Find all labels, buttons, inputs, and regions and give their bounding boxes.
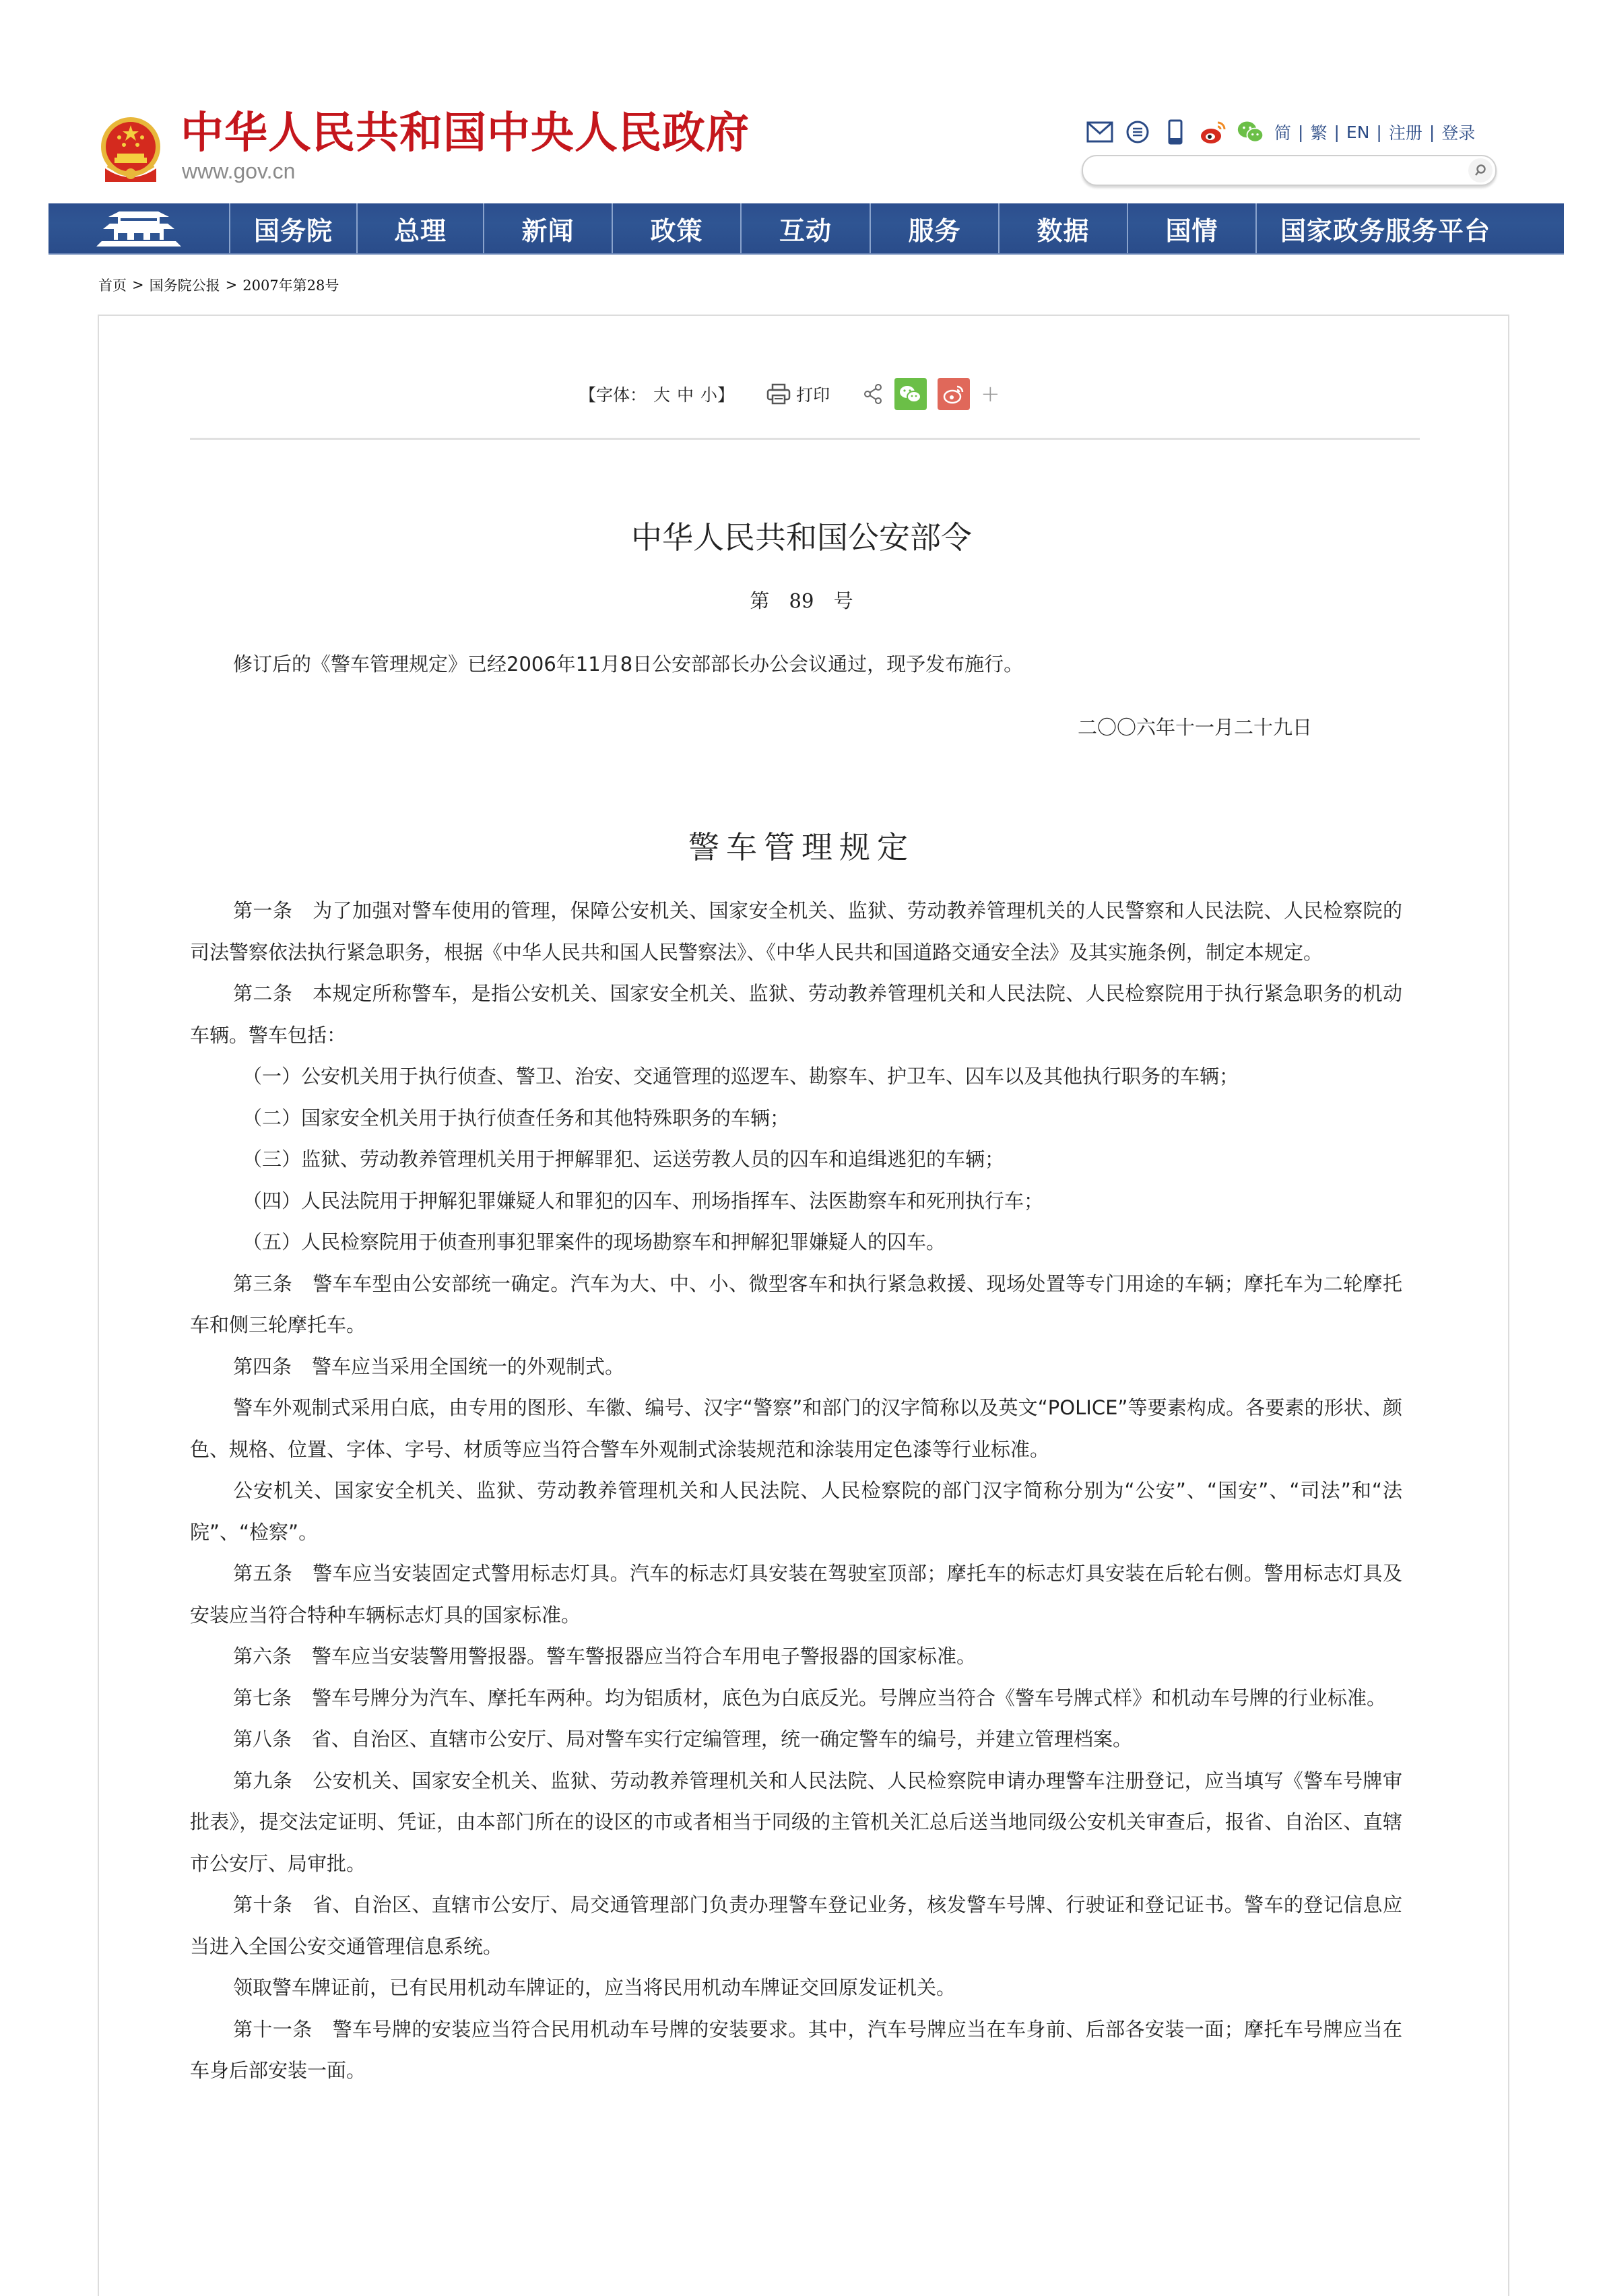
font-size-control — [579, 382, 734, 406]
article-sub-item — [190, 1222, 1402, 1264]
lang-traditional-link[interactable]: 繁 — [1310, 123, 1328, 143]
article-paragraph — [190, 1387, 1402, 1470]
breadcrumb-separator: > — [132, 277, 144, 293]
lang-english-link[interactable]: EN — [1346, 122, 1370, 142]
article-label: 第七条 — [233, 1686, 292, 1709]
article-text: 警车应当安装警用警报器。警车警报器应当符合车用电子警报器的国家标准。 — [312, 1645, 977, 1668]
article-sub-item — [190, 1181, 1402, 1222]
font-size-large[interactable]: 大 — [653, 385, 671, 405]
toolbar-divider — [190, 438, 1420, 440]
print-label: 打印 — [796, 385, 830, 405]
message-icon[interactable] — [1123, 118, 1152, 146]
share-weibo-button[interactable] — [938, 378, 970, 410]
article-label: 第九条 — [233, 1769, 293, 1792]
article-paragraph — [190, 2009, 1402, 2092]
nav-item-premier[interactable]: 总理 — [358, 203, 484, 253]
search-input[interactable] — [1095, 159, 1462, 182]
article-text: 警车外观制式采用白底，由专用的图形、车徽、编号、汉字“警察”和部门的汉字简称以及英文“POLICE”等要素构成。各要素的形状、颜色、规格、位置、字体、字号、材质等应当符合警车外观制式涂装规范和涂装用定色漆等行业标准。 — [190, 1396, 1402, 1461]
share-bar — [863, 378, 1000, 410]
nav-item-data[interactable]: 数据 — [1000, 203, 1128, 253]
order-date: 二〇〇六年十一月二十九日 — [1078, 716, 1313, 739]
article-text: （三）监狱、劳动教养管理机关用于押解罪犯、运送劳教人员的囚车和追缉逃犯的车辆； — [242, 1148, 1005, 1171]
national-emblem-icon[interactable] — [98, 116, 163, 187]
weibo-icon[interactable] — [1199, 118, 1227, 146]
article-text: （四）人民法院用于押解犯罪嫌疑人和罪犯的囚车、刑场指挥车、法医勘察车和死刑执行车； — [242, 1189, 1044, 1212]
site-title[interactable]: 中华人民共和国中央人民政府 — [181, 108, 750, 158]
order-title: 中华人民共和国公安部令 — [631, 519, 972, 556]
article-text: （二）国家安全机关用于执行侦查任务和其他特殊职务的车辆； — [242, 1106, 790, 1129]
nav-item-interaction[interactable]: 互动 — [742, 203, 871, 253]
login-link[interactable]: 登录 — [1441, 123, 1476, 143]
separator: | — [1334, 122, 1340, 142]
article-paragraph — [190, 1346, 1402, 1388]
article-label: 第十一条 — [233, 2017, 313, 2041]
regulation-title: 警车管理规定 — [688, 829, 915, 865]
nav-item-state-council[interactable]: 国务院 — [230, 203, 358, 253]
print-button[interactable] — [766, 382, 830, 406]
main-nav — [48, 203, 1564, 255]
register-link[interactable]: 注册 — [1388, 123, 1422, 143]
article-text: 本规定所称警车，是指公安机关、国家安全机关、监狱、劳动教养管理机关和人民法院、人民检察院用于执行紧急职务的机动车辆。警车包括： — [190, 982, 1402, 1047]
share-icon[interactable] — [863, 383, 884, 405]
article-text: 警车号牌的安装应当符合民用机动车号牌的安装要求。其中，汽车号牌应当在车身前、后部各安装一面；摩托车号牌应当在车身后部安装一面。 — [190, 2017, 1402, 2082]
article-toolbar — [579, 377, 1000, 411]
top-links — [1086, 117, 1475, 147]
lang-simplified-link[interactable]: 简 — [1274, 123, 1292, 143]
article-text: 警车应当采用全国统一的外观制式。 — [312, 1354, 625, 1378]
breadcrumb-home[interactable]: 首页 — [98, 277, 127, 294]
article-paragraph — [190, 890, 1402, 973]
nav-item-service-platform[interactable]: 国家政务服务平台 — [1280, 216, 1491, 246]
nav-home[interactable] — [48, 203, 230, 253]
breadcrumb-issue[interactable]: 2007年第28号 — [242, 277, 339, 294]
share-wechat-button[interactable] — [894, 378, 927, 410]
font-label: 【字体： — [579, 385, 647, 405]
article-label: 第二条 — [233, 982, 293, 1005]
article-text: （一）公安机关用于执行侦查、警卫、治安、交通管理的巡逻车、勘察车、护卫车、囚车以及其他执行职务的车辆； — [242, 1065, 1239, 1088]
article-paragraph — [190, 1719, 1402, 1761]
separator: | — [1298, 122, 1304, 142]
article-sub-item — [190, 1139, 1402, 1181]
article-paragraph — [190, 1553, 1402, 1636]
breadcrumb — [98, 275, 339, 295]
article-text: 警车应当安装固定式警用标志灯具。汽车的标志灯具安装在驾驶室顶部；摩托车的标志灯具安装在后轮右侧。警用标志灯具及安装应当符合特种车辆标志灯具的国家标准。 — [190, 1562, 1402, 1627]
article-text: 省、自治区、直辖市公安厅、局对警车实行定编管理，统一确定警车的编号，并建立管理档案。 — [312, 1728, 1133, 1750]
article-paragraph — [190, 1470, 1402, 1553]
article-text: 警车号牌分为汽车、摩托车两种。均为铝质材，底色为白底反光。号牌应当符合《警车号牌式样》和机动车号牌的行业标准。 — [312, 1686, 1387, 1709]
article-label: 第四条 — [233, 1354, 292, 1378]
font-size-medium[interactable]: 中 — [677, 385, 694, 405]
article-text: 公安机关、国家安全机关、监狱、劳动教养管理机关和人民法院、人民检察院的部门汉字简称分别为“公安”、“国安”、“司法”和“法院”、“检察”。 — [190, 1479, 1402, 1544]
article-sub-item — [190, 1056, 1402, 1098]
mail-icon[interactable] — [1086, 118, 1114, 146]
article-paragraph — [190, 973, 1402, 1056]
article-text: 为了加强对警车使用的管理，保障公安机关、国家安全机关、监狱、劳动教养管理机关的人民警察和人民法院、人民检察院的司法警察依法执行紧急职务，根据《中华人民共和国人民警察法》、《中华人民共和国道路交通安全法》及其实施条例，制定本规定。 — [190, 899, 1402, 964]
article-text: 省、自治区、直辖市公安厅、局交通管理部门负责办理警车登记业务，核发警车号牌、行驶证和登记证书。警车的登记信息应当进入全国公安交通管理信息系统。 — [190, 1893, 1402, 1958]
font-label-close: 】 — [717, 385, 735, 405]
regulation-body — [190, 890, 1402, 2092]
article-label: 第五条 — [233, 1562, 293, 1585]
article-paragraph — [190, 1678, 1402, 1719]
article-paragraph — [190, 1264, 1402, 1346]
article-paragraph — [190, 1884, 1402, 1967]
wechat-icon[interactable] — [1237, 118, 1265, 146]
article-label: 第一条 — [233, 899, 293, 922]
separator: | — [1376, 122, 1382, 142]
site-url[interactable]: www.gov.cn — [182, 159, 296, 183]
article-text: 警车车型由公安部统一确定。汽车为大、中、小、微型客车和执行紧急救援、现场处置等专门用途的车辆；摩托车为二轮摩托车和侧三轮摩托车。 — [190, 1272, 1402, 1336]
search-box — [1082, 155, 1497, 186]
breadcrumb-gazette[interactable]: 国务院公报 — [149, 277, 220, 294]
article-label: 第三条 — [233, 1272, 293, 1295]
site-header — [0, 0, 1603, 202]
article-label: 第十条 — [233, 1893, 293, 1916]
printer-icon — [766, 383, 791, 405]
article-paragraph — [190, 1636, 1402, 1678]
nav-item-national-info[interactable]: 国情 — [1128, 203, 1257, 253]
nav-item-policy[interactable]: 政策 — [613, 203, 742, 253]
article-sub-item — [190, 1098, 1402, 1140]
article-paragraph — [190, 1761, 1402, 1885]
article-label: 第八条 — [233, 1728, 292, 1750]
nav-item-services[interactable]: 服务 — [871, 203, 1000, 253]
search-icon — [1474, 164, 1487, 177]
article-text: 领取警车牌证前，已有民用机动车牌证的，应当将民用机动车牌证交回原发证机关。 — [233, 1976, 956, 1999]
order-intro: 修订后的《警车管理规定》已经2006年11月8日公安部部长办公会议通过，现予发布施行。 — [233, 653, 1024, 676]
tiananmen-icon — [95, 209, 183, 248]
breadcrumb-separator: > — [225, 277, 238, 293]
search-button[interactable] — [1468, 158, 1493, 183]
article-text: 公安机关、国家安全机关、监狱、劳动教养管理机关和人民法院、人民检察院申请办理警车注册登记，应当填写《警车号牌审批表》，提交法定证明、凭证，由本部门所在的设区的市或者相当于同级的主管机关汇总后送当地同级公安机关审查后，报省、自治区、直辖市公安厅、局审批。 — [190, 1769, 1402, 1875]
nav-item-news[interactable]: 新闻 — [484, 203, 613, 253]
article-text: （五）人民检察院用于侦查刑事犯罪案件的现场勘察车和押解犯罪嫌疑人的囚车。 — [242, 1231, 946, 1253]
font-size-small[interactable]: 小 — [700, 385, 718, 405]
weibo-icon — [942, 384, 965, 404]
more-share-button[interactable]: + — [981, 381, 1000, 407]
article-paragraph — [190, 1967, 1402, 2009]
separator: | — [1429, 122, 1435, 142]
wechat-icon — [898, 384, 923, 404]
order-number: 第 89 号 — [750, 589, 853, 612]
article-label: 第六条 — [233, 1645, 292, 1668]
mobile-icon[interactable] — [1161, 118, 1189, 146]
